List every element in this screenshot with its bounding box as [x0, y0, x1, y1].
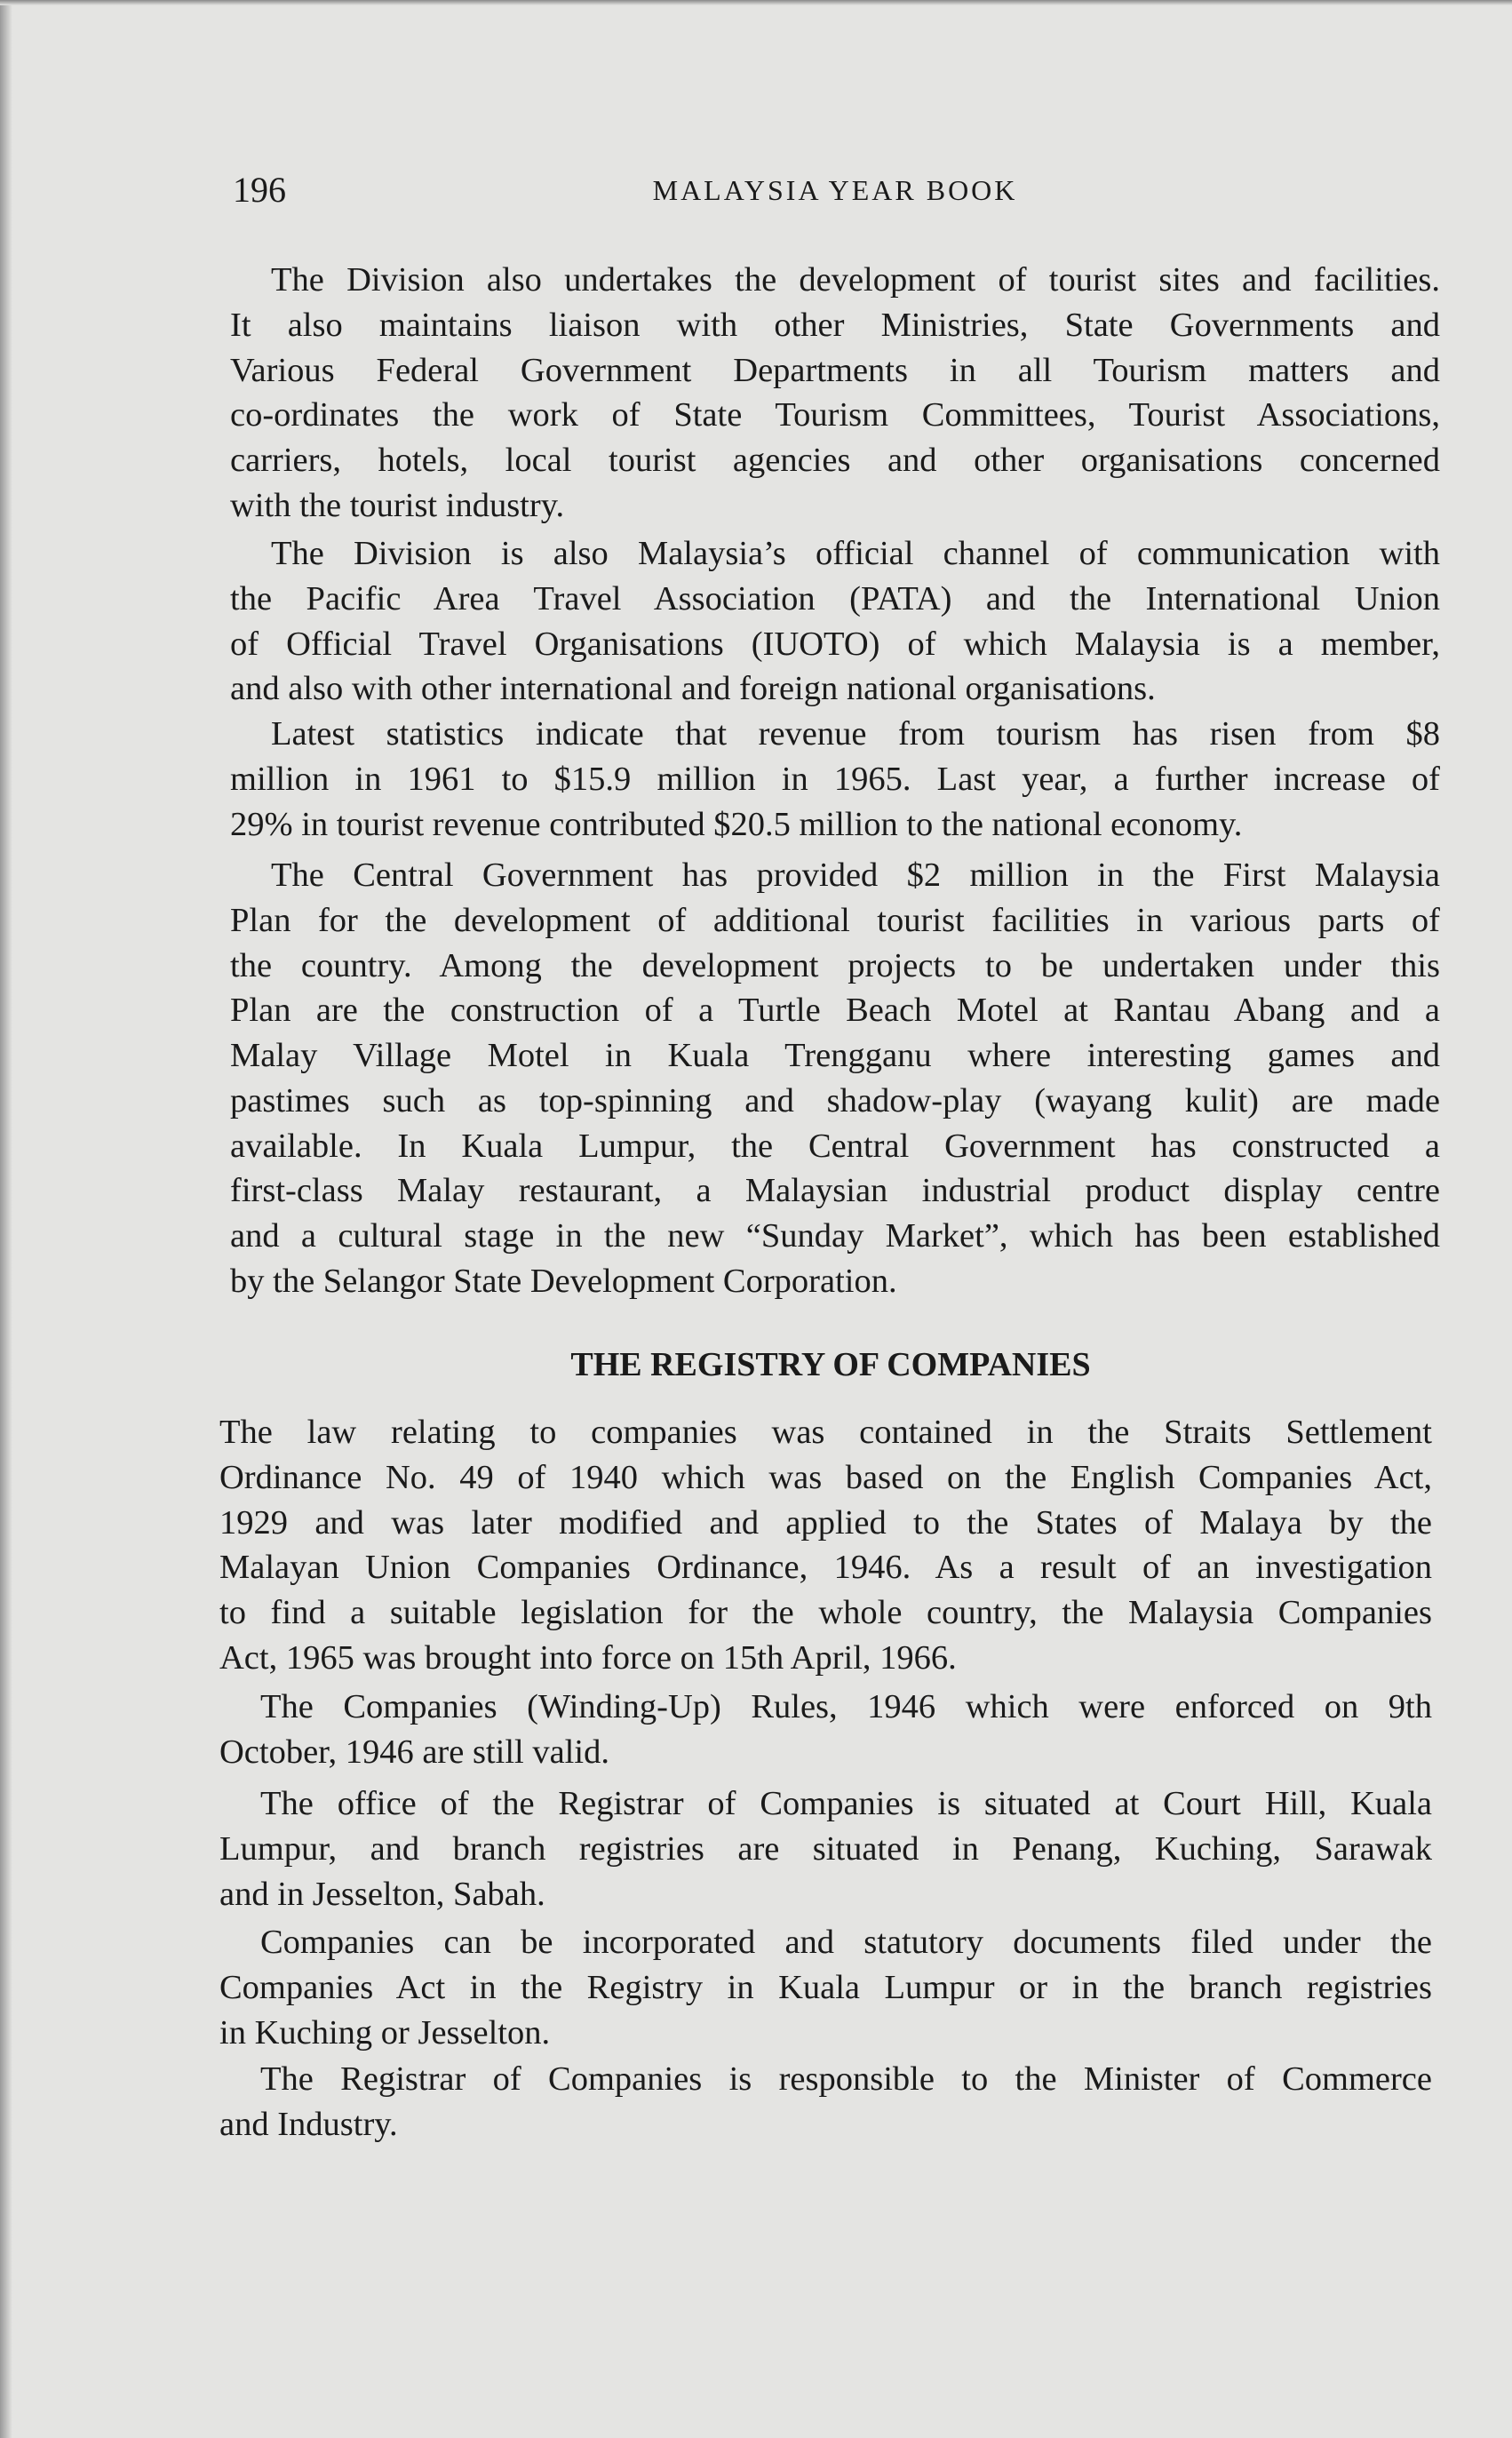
text-line: The law relating to companies was contained in the Straits Settlement	[219, 1414, 1432, 1451]
text-line: million in 1961 to $15.9 million in 1965. Last year, a further increase of	[230, 760, 1440, 798]
text-line: Plan for the development of additional tourist facilities in various parts of	[230, 901, 1440, 939]
paragraph	[230, 712, 1440, 847]
text-line: pastimes such as top-spinning and shadow-play (wayang kulit) are made	[230, 1081, 1440, 1119]
text-line: Companies can be incorporated and statutory documents filed under the	[260, 1924, 1432, 1961]
text-line: to find a suitable legislation for the whole country, the Malaysia Companies	[219, 1594, 1432, 1631]
text-line: 1929 and was later modified and applied to the States of Malaya by the	[219, 1503, 1432, 1542]
text-line: available. In Kuala Lumpur, the Central Government has constructed a	[230, 1127, 1440, 1165]
section-heading: THE REGISTRY OF COMPANIES	[570, 1346, 1091, 1383]
text-line: of Official Travel Organisations (IUOTO) of which Malaysia is a member,	[230, 625, 1440, 663]
page-top-edge	[0, 0, 1512, 5]
paragraph	[230, 258, 1440, 529]
text-line: The Central Government has provided $2 million in the First Malaysia	[271, 856, 1440, 894]
text-line: October, 1946 are still valid.	[219, 1733, 609, 1771]
text-line: Ordinance No. 49 of 1940 which was based on the English Companies Act,	[219, 1458, 1432, 1496]
text-line: Various Federal Government Departments in all Tourism matters and	[230, 351, 1440, 389]
page-number: 196	[233, 170, 286, 210]
text-line: Malayan Union Companies Ordinance, 1946. As a result of an investigation	[219, 1549, 1432, 1587]
paragraph	[219, 1410, 1432, 1681]
text-line: Lumpur, and branch registries are situated in Penang, Kuching, Sarawak	[219, 1829, 1432, 1868]
text-line: The Registrar of Companies is responsible to the Minister of Commerce	[260, 2060, 1432, 2098]
text-line: with the tourist industry.	[230, 486, 565, 524]
text-line: Malay Village Motel in Kuala Trengganu where interesting games and	[230, 1037, 1440, 1074]
text-line: The Division also undertakes the development of tourist sites and facilities.	[271, 261, 1440, 299]
text-line: Latest statistics indicate that revenue from tourism has risen from $8	[271, 715, 1440, 753]
page-edge-shadow	[0, 0, 12, 2438]
paragraph	[219, 1685, 1432, 1775]
paragraph	[230, 853, 1440, 1304]
text-line: The office of the Registrar of Companies is situated at Court Hill, Kuala	[260, 1785, 1432, 1822]
text-line: Plan are the construction of a Turtle Beach Motel at Rantau Abang and a	[230, 992, 1440, 1030]
text-line: and also with other international and foreign national organisations.	[230, 670, 1156, 708]
text-line: the Pacific Area Travel Association (PATA) and the International Union	[230, 579, 1440, 617]
text-line: Act, 1965 was brought into force on 15th April, 1966.	[219, 1638, 957, 1677]
paragraph	[219, 2057, 1432, 2147]
text-line: the country. Among the development projects to be undertaken under this	[230, 946, 1440, 984]
paragraph	[219, 1781, 1432, 1916]
text-line: Companies Act in the Registry in Kuala Lumpur or in the branch registries	[219, 1968, 1432, 2006]
text-line: The Companies (Winding-Up) Rules, 1946 which were enforced on 9th	[260, 1688, 1432, 1725]
running-head: MALAYSIA YEAR BOOK	[652, 174, 1018, 206]
paragraph	[219, 1920, 1432, 2055]
text-line: first-class Malay restaurant, a Malaysian industrial product display centre	[230, 1172, 1440, 1210]
text-line: and in Jesselton, Sabah.	[219, 1875, 545, 1913]
text-line: 29% in tourist revenue contributed $20.5 million to the national economy.	[230, 805, 1243, 843]
text-line: The Division is also Malaysia’s official channel of communication with	[271, 535, 1440, 572]
text-line: co-ordinates the work of State Tourism Committees, Tourist Associations,	[230, 396, 1440, 434]
text-line: and a cultural stage in the new “Sunday Market”, which has been established	[230, 1217, 1440, 1255]
text-line: carriers, hotels, local tourist agencies and other organisations concerned	[230, 442, 1440, 479]
text-line: in Kuching or Jesselton.	[219, 2013, 551, 2052]
text-line: It also maintains liaison with other Ministries, State Governments and	[230, 306, 1440, 344]
paragraph	[230, 531, 1440, 712]
text-line: by the Selangor State Development Corporation.	[230, 1262, 897, 1300]
text-line: and Industry.	[219, 2105, 398, 2143]
